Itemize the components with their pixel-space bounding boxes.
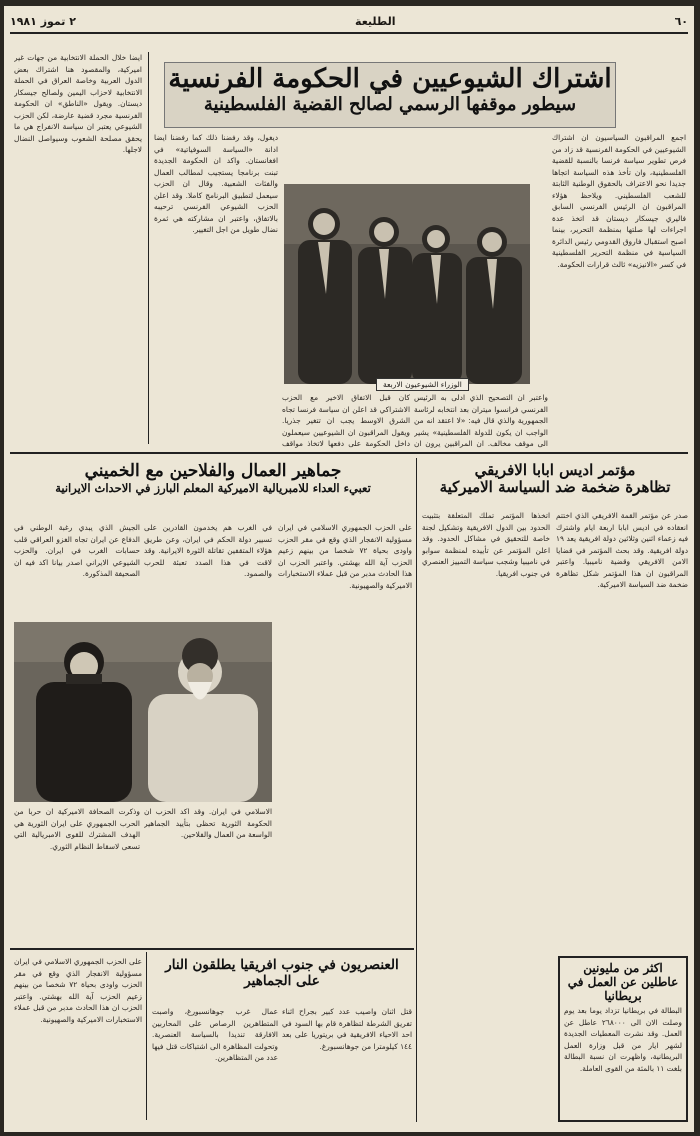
britain-unemployment-title: اكثر من مليونين عاطلين عن العمل في بريطانيا	[567, 961, 679, 1003]
south-africa-column-1: عمال غرب جوهانسبورغ، واصبت المتطاهرين الرصاص على المحاربين الافارقة تنديدا بالسياسة العنصرية. وتحولت المظاهرة الى اشتباكات قتل فيها عدد من المتظاهرين.	[152, 1007, 278, 1062]
addis-ababa-column-2: اتخذها المؤتمر تملك المتعلقة بتثبيت الحدود بين الدول الافريقية وتشكيل لجنة خاصة للتحقيق في مشاكل الحدود. وقد اعلن المؤتمر عن تأييده لمنظمة سوابو في ناميبيا وشجب سياسة التمييز العنصري في جنوب افريقيا.	[422, 511, 550, 578]
iran-headline	[14, 462, 412, 495]
page-number: ٦٠	[674, 14, 688, 28]
page-header	[10, 10, 688, 34]
newspaper-page	[4, 6, 694, 1132]
britain-unemployment-body: البطالة في بريطانيا تزداد يوما بعد يوم وصلت الان الى ٢٦٨٠٠٠ عاطل عن العمل. وقد نشرت المعطيات الجديدة لشهر ايار من قبل وزارة العمل البريطانية، واظهرت ان نسبة البطالة بلغت ١١ بالمئة من القوى العاملة.	[564, 1006, 682, 1073]
iran-title-2: تعبيء العداء للامبريالية الاميركية المعلم البارز في الاحداث الايرانية	[55, 480, 371, 495]
main-article-column-3: كان قبل الاتفاق الاخير مع الحزب الاشتراكي قد اعلن ان سياسة فرنسا تجاه الشرق الاوسط يجب ان تتغير جذريا. ويقول المراقبون ان الشيوعيين سيعملون داخل الحكومة على دفعها لاتخاذ مواقف	[282, 393, 410, 448]
main-article-column-5: ايضا خلال الحملة الانتخابية من جهات غير اميركية، والمقصود هنا اشتراك بعض الدول العربية وخاصة العراق في الحملة الانتخابية لاحزاب اليمين ولصالح جيسكار ديستان. ويقول «الناطق» ان الحكومة الفرنسية مجرد قضية عارضة، لكن الحزب الشيوعي يعتبر ان سياسة الانفراج هي ما يحقق مصلحة الشعوب وسيواصل النضال لاجلها.	[14, 53, 142, 154]
section-divider	[10, 948, 414, 950]
issue-date: ٢ تموز ١٩٨١	[10, 14, 76, 28]
addis-ababa-column-1: صدر عن مؤتمر القمة الافريقي الذي اختتم انعقاده في اديس ابابا اربعة ايام واشترك فيه زعماء اثنين وثلاثين دولة افريقية يعد ١٩ دولة افريقية. وقد بحث المؤتمر في قضايا الامن الافريقي وقضية ناميبيا. واعتبر المراقبون ان هذا المؤتمر شكل تظاهرة ضخمة ضد السياسة الاميركية.	[556, 511, 688, 589]
main-article-column-4: ديغول، وقد رفضنا ذلك كما رفضنا ايضا ادانة «السياسة السوفياتية» في افغانستان. واكد ان الحكومة الجديدة تبنت برنامجا يستجيب لمطالب العمال والفئات الشعبية. وقال ان الحزب سيعمل لتطبيق البرنامج كاملا. وقد اعلن الحزب الشيوعي الفرنسي ترحيبه بالاتفاق، واعتبر ان مشاركته هي ثمرة نضال طويل من اجل التغيير.	[154, 133, 278, 234]
four-men-photo-icon	[284, 184, 530, 384]
iran-column-6: على الحزب الجمهوري الاسلامي في ايران مسؤولية الانفجار الذي وقع في مقر الحزب واودى بحياة ٧٢ شخصا من بينهم زعيم الحزب آية الله بهشتي. واعتبر الحزب ان هذا الحادث مدبر من قبل عملاء الاستخبارات الاميركية والصهيونية.	[14, 957, 142, 1024]
main-article-subtitle: سيطور موقفها الرسمي لصالح القضية الفلسطينية	[203, 93, 577, 115]
main-article-column-1: اجمع المراقبون السياسيون ان اشتراك الشيوعيين في الحكومة الفرنسية قد زاد من فرص تطوير سياسة فرنسا بالنسبة للقضية الفلسطينية، وان تأخذ هذه السياسة اتجاها جديدا نحو الاعتراف بالحقوق الوطنية الثابتة للشعب الفلسطيني. ويلاحظ هؤلاء المراقبون ان الرئيس الفرنسي السابق فاليري جيسكار ديستان قد اتخذ عدة اجراءات لها صلتها بمنظمة التحرير، بينما اصبح استقبال فاروق القدومي رئيس الدائرة السياسية في منظمة التحرير الفلسطينية في كسر «الانيزيه» ثالث قرارات الحكومة.	[552, 133, 686, 269]
addis-ababa-title-2: تظاهرة ضخمة ضد السياسة الاميركية	[439, 478, 671, 497]
south-africa-headline: العنصريون في جنوب افريقيا يطلقون النار على الجماهير	[165, 957, 399, 989]
column-divider	[416, 458, 417, 1122]
iran-column-2: الجيش الذي يبدي رغبة الوطني في الدفاع عن ايران تجاه الغزو العراقي قلب حسابات الغرب في ايران. والحزب الشيوعي الايراني اصدر بيانا اكد فيه ان الصحيفة المذكورة.	[14, 523, 140, 578]
ministers-photo	[284, 184, 530, 384]
iran-column-5: وذكرت الصحافة الاميركية ان حربا من الحرب الجمهوري على ايران الثورية هي الهدف المشترك للقوى الامبريالية التي تسعى لاسقاط النظام الثوري.	[14, 807, 140, 851]
addis-ababa-title-1: مؤتمر اديس ابابا الافريقي	[474, 461, 636, 479]
britain-unemployment-box	[558, 956, 688, 1122]
iran-title-1: جماهير العمال والفلاحين مع الخميني	[84, 461, 342, 481]
column-divider	[148, 52, 149, 444]
magazine-name: الطليعة	[355, 14, 396, 28]
main-article-title: اشتراك الشيوعيين في الحكومة الفرنسية	[168, 64, 612, 94]
iran-column-3: على الحزب الجمهوري الاسلامي في ايران مسؤولية الانفجار الذي وقع في مقر الحزب واودى بحياة ٧٢ شخصا من بينهم زعيم الحزب آية الله بهشتي. واعتبر الحزب ان هذا الحادث مدبر من قبل عملاء الاستخبارات الاميركية والصهيونية.	[278, 523, 412, 590]
main-headline-block	[164, 62, 616, 128]
two-men-photo-icon	[14, 622, 272, 802]
section-divider	[10, 452, 688, 454]
photo-caption: الوزراء الشيوعيون الاربعة	[376, 378, 469, 391]
khomeini-photo	[14, 622, 272, 802]
south-africa-column-2: قتل اثنان واصيب عدد كبير بجراح اثناء تفريق الشرطة لتظاهرة قام بها السود في احد الاحياء الافريقية في بريتوريا على بعد ١٤٤ كيلومترا من جوهانسبورغ.	[282, 1007, 412, 1051]
iran-column-4: الاسلامي في ايران. وقد اكد الحزب ان الحكومة الثورية تحظى بتأييد الجماهير الواسعة من العمال والفلاحين.	[144, 807, 272, 839]
column-divider	[146, 952, 147, 1120]
main-article-column-2: واعتبر ان التصحيح الذي ادلى به الرئيس الفرنسي فرانسوا ميتران بعد انتخابه لرئاسة الجمهورية والذي قال فيه: «لا اعتقد انه من الواجب ان يكون للدولة الفلسطينية» يشير الى موقف مخالف. ان المراقبين يرون ان	[414, 393, 548, 448]
iran-column-1: في الغرب هم يخدمون القادرين على تسيير دولة الحكم في ايران، وعن طريق هؤلاء المتقفين تقاتلة الثورة الايرانية. وقد لاقت في هذا الصدد تعبئة للحرب والصمود.	[144, 523, 272, 578]
addis-ababa-headline	[422, 462, 688, 497]
